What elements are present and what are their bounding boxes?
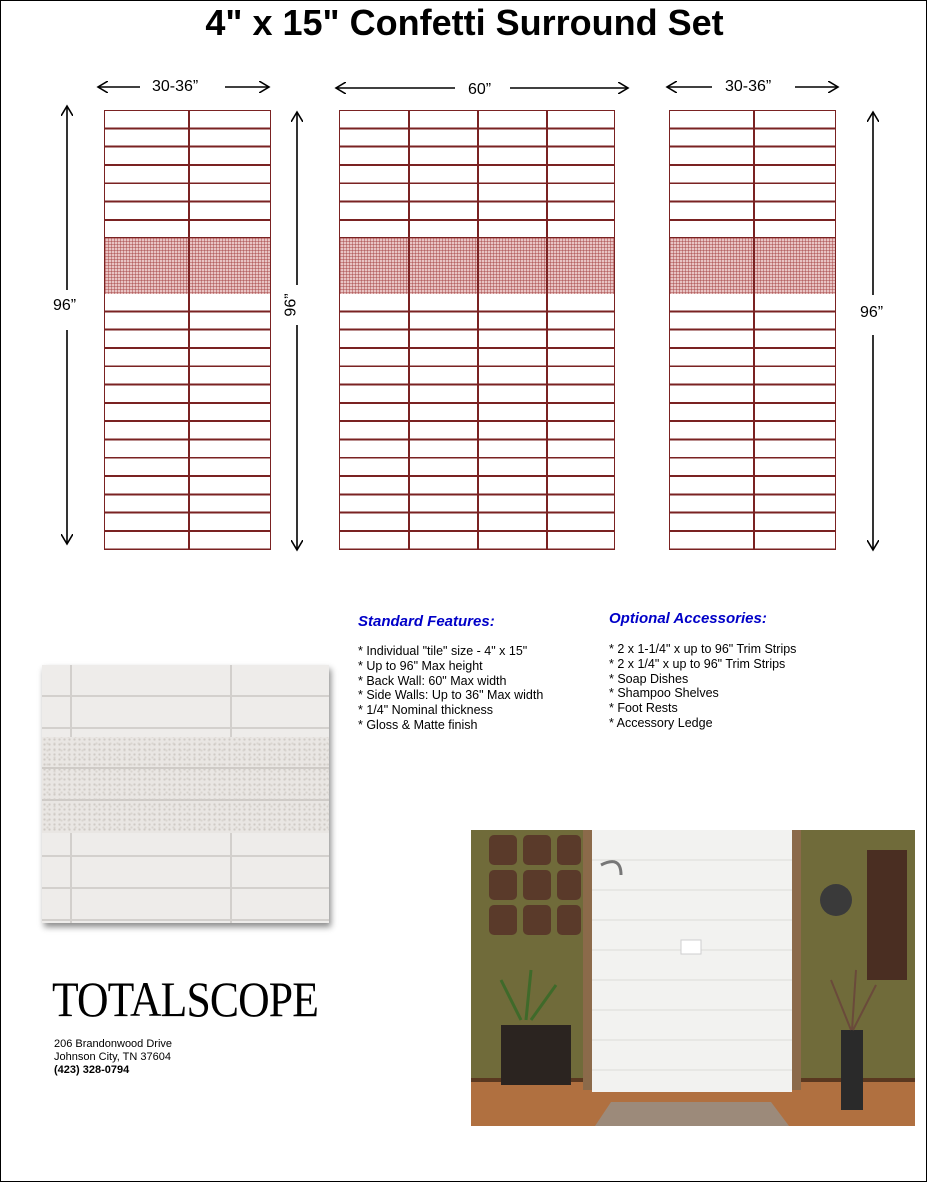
phone-number: (423) 328-0794 — [54, 1064, 130, 1076]
shower-illustration — [471, 830, 915, 1126]
right-width-label: 30-36” — [725, 78, 772, 95]
address-line1: 206 Brandonwood Drive — [54, 1038, 173, 1050]
list-item: * Gloss & Matte finish — [358, 717, 478, 732]
list-item: * Up to 96" Max height — [358, 658, 483, 673]
address-line2: Johnson City, TN 37604 — [54, 1051, 171, 1063]
list-item: * Foot Rests — [609, 701, 678, 716]
center-height-label: 96” — [282, 293, 300, 317]
logo-text: TOTALSCOPE — [52, 971, 318, 1027]
right-height-label: 96” — [860, 304, 884, 321]
list-item: * Individual "tile" size - 4" x 15" — [358, 644, 528, 658]
list-item: * Side Walls: Up to 36" Max width — [358, 688, 544, 703]
list-item: * Accessory Ledge — [609, 715, 713, 730]
list-item: * Soap Dishes — [609, 671, 689, 686]
list-item: * 1/4" Nominal thickness — [358, 703, 494, 718]
page-title: 4" x 15" Confetti Surround Set — [205, 2, 724, 43]
tile-sample-photo — [42, 665, 329, 923]
optional-accessories-list — [609, 642, 796, 731]
logo-mark — [52, 970, 322, 1030]
confetti-texture — [42, 737, 329, 833]
left-width-label: 30-36” — [152, 78, 199, 95]
totalscope-logo — [52, 970, 322, 1042]
standard-features-list — [358, 644, 543, 733]
center-width-label: 60” — [468, 81, 492, 98]
list-item: * 2 x 1/4" x up to 96" Trim Strips — [609, 656, 786, 671]
shower-room-photo — [471, 830, 915, 1126]
company-address — [54, 1038, 172, 1077]
optional-accessories-heading: Optional Accessories: — [609, 610, 767, 627]
list-item: * 2 x 1-1/4" x up to 96" Trim Strips — [609, 642, 797, 656]
standard-features-heading: Standard Features: — [358, 613, 495, 630]
list-item: * Shampoo Shelves — [609, 686, 719, 701]
list-item: * Back Wall: 60" Max width — [358, 673, 507, 688]
left-height-label: 96” — [53, 297, 77, 314]
